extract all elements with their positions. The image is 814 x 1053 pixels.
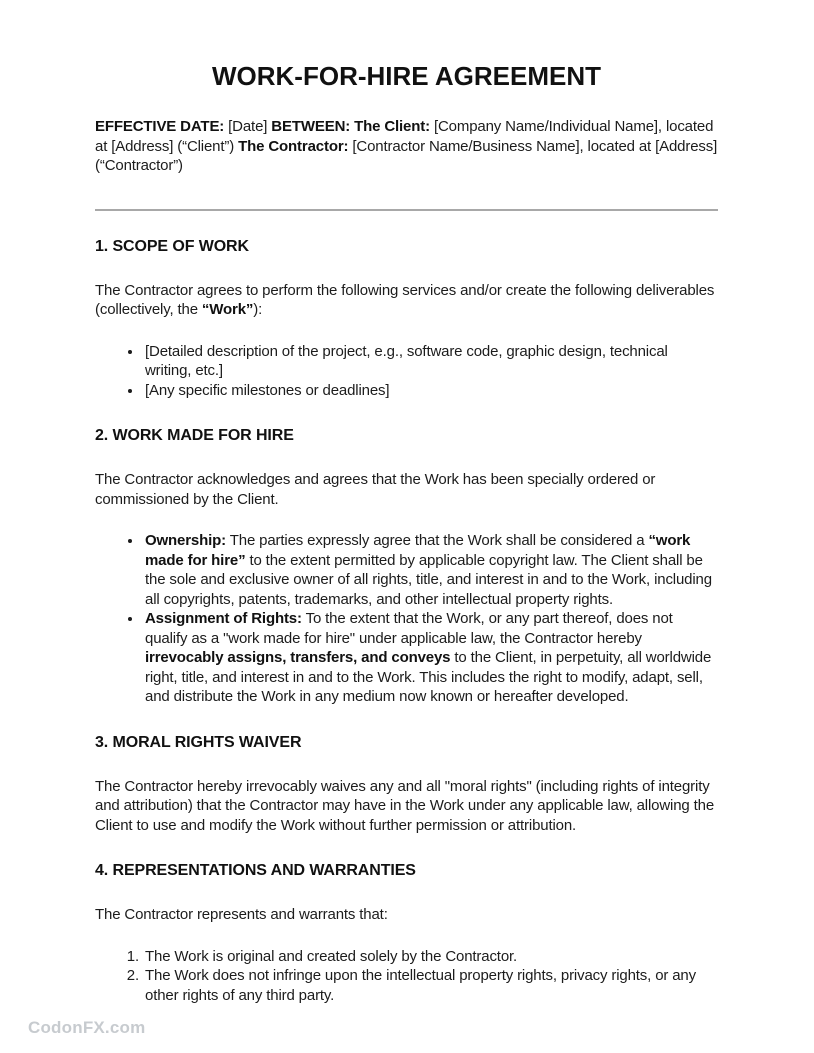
- bullet-list: [95, 531, 718, 707]
- list-item: • [Any specific milestones or deadlines]: [143, 381, 718, 401]
- section-paragraph: The Contractor hereby irrevocably waives any and all "moral rights" (including rights of integrity and attribution) that the Contractor may have in the Work under any applicable law, allowing the Client to use and modify the Work without further permission or attribution.: [95, 777, 715, 834]
- bullet-list: [95, 342, 718, 401]
- section-moral-rights-waiver: [95, 733, 718, 836]
- section-work-made-for-hire: [95, 426, 718, 707]
- list-item: 2. The Work does not infringe upon the intellectual property rights, privacy rights, or any other rights of any third party.: [143, 966, 718, 1005]
- list-item: • [Detailed description of the project, e.g., software code, graphic design, technical writing, etc.]: [143, 342, 718, 381]
- section-heading: 1. SCOPE OF WORK: [95, 237, 249, 255]
- list-item: • Assignment of Rights: To the extent that the Work, or any part thereof, does not qualify as a "work made for hire" under applicable law, the Contractor hereby irrevocably assigns, transfers, and conveys to the Client, in perpetuity, all worldwide right, title, and interest in and to the Work. This includes the right to modify, adapt, sell, and distribute the Work in any medium now known or hereafter developed.: [143, 609, 718, 707]
- section-scope-of-work: [95, 237, 718, 401]
- section-paragraph: The Contractor acknowledges and agrees that the Work has been specially ordered or commissioned by the Client.: [95, 471, 656, 508]
- section-paragraph: The Contractor agrees to perform the following services and/or create the following deliverables (collectively, the “Work”):: [95, 281, 715, 318]
- section-heading: 2. WORK MADE FOR HIRE: [95, 427, 294, 444]
- document-title: WORK-FOR-HIRE AGREEMENT: [211, 61, 601, 91]
- section-representations-warranties: [95, 861, 718, 1005]
- section-divider: [95, 209, 718, 211]
- section-paragraph: The Contractor represents and warrants that:: [95, 906, 388, 923]
- numbered-list: [95, 947, 718, 1006]
- list-item: • Ownership: The parties expressly agree that the Work shall be considered a “work made for hire” to the extent permitted by applicable copyright law. The Client shall be the sole and exclusive owner of all rights, title, and interest in and to the Work, including all copyrights, patents, trademarks, and other intellectual property rights.: [143, 531, 718, 609]
- section-heading: 4. REPRESENTATIONS AND WARRANTIES: [95, 862, 416, 879]
- section-heading: 3. MORAL RIGHTS WAIVER: [95, 733, 302, 751]
- intro-paragraph: EFFECTIVE DATE: [Date] BETWEEN: The Client: [Company Name/Individual Name], located at [Address] (“Client”) The Contractor: [Contractor Name/Business Name], located at [Address] (“Contractor”): [95, 118, 718, 174]
- watermark: CodonFX.com: [28, 1018, 146, 1037]
- list-item: 1. The Work is original and created solely by the Contractor.: [143, 947, 718, 967]
